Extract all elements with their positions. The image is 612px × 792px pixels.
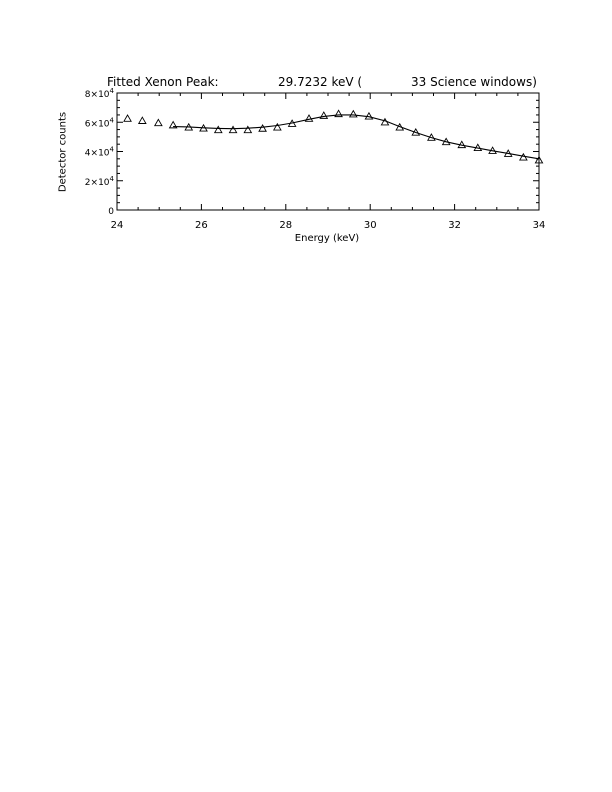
data-point-triangle xyxy=(124,115,131,121)
x-tick-label: 24 xyxy=(110,220,124,231)
data-point-triangle xyxy=(139,117,146,123)
y-axis-label-text: Detector counts xyxy=(57,111,69,193)
chart-title-windows: 33 Science windows) xyxy=(411,75,537,89)
y-tick-label: 0 xyxy=(108,207,114,217)
y-tick-label: $2\times 10^4$ xyxy=(84,174,114,188)
data-point-triangle xyxy=(215,126,222,132)
y-tick-label: $4\times 10^4$ xyxy=(84,145,114,159)
fit-line-layer xyxy=(173,115,539,159)
data-point-triangle xyxy=(259,125,266,131)
x-axis-label: Energy (keV) xyxy=(294,233,360,244)
x-tick-label: 28 xyxy=(279,220,293,231)
x-tick-label: 32 xyxy=(448,220,461,231)
y-tick-label: $6\times 10^4$ xyxy=(84,116,114,130)
y-tick-label: $8\times 10^4$ xyxy=(84,87,114,100)
x-tick-label: 30 xyxy=(363,220,377,231)
plot-frame-layer xyxy=(117,93,539,210)
fit-curve xyxy=(173,115,539,159)
data-point-triangle xyxy=(350,111,357,117)
chart-title-energy: 29.7232 keV ( xyxy=(278,75,363,89)
tick-layer xyxy=(85,87,546,231)
data-point-triangle xyxy=(244,126,251,132)
x-tick-label: 34 xyxy=(532,220,546,231)
x-tick-label: 26 xyxy=(195,220,208,231)
data-point-triangle xyxy=(229,126,236,132)
data-point-triangle xyxy=(155,119,162,125)
marker-layer xyxy=(124,110,543,163)
chart-title-prefix: Fitted Xenon Peak: xyxy=(107,75,219,89)
plot-frame xyxy=(117,93,539,210)
